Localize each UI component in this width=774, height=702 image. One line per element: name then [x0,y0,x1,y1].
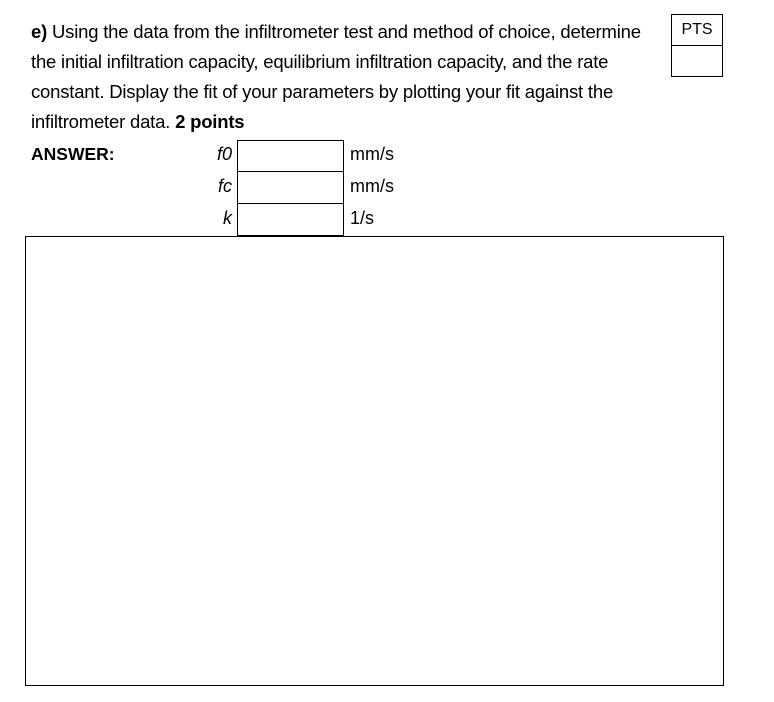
param-input-k[interactable] [237,204,344,236]
points-box [671,14,723,77]
param-row-k [0,204,774,236]
question-points: 2 points [175,111,245,132]
question-label: e) [31,21,48,42]
question-text [31,17,661,137]
answer-label: ANSWER: [31,144,115,164]
points-header: PTS [672,15,722,46]
param-name-k: k [223,208,232,228]
plot-answer-area[interactable] [25,236,724,686]
param-name-fc: fc [217,176,232,196]
question-body: Using the data from the infiltrometer test and method of choice, determine the initial infiltration capacity, equilibrium infiltration capacity, and the rate constant. Display the fit of your parameters by plotting your fit against the infiltrometer data. [31,21,641,132]
param-unit-k: 1/s [350,208,375,228]
param-row-fc [0,172,774,204]
param-unit-f0: mm/s [350,144,394,164]
param-input-f0[interactable] [237,140,344,172]
param-unit-fc: mm/s [350,176,394,196]
param-name-f0: f0 [216,144,232,164]
param-row-f0 [0,140,774,172]
param-input-fc[interactable] [237,172,344,204]
points-value-field[interactable] [672,46,722,76]
